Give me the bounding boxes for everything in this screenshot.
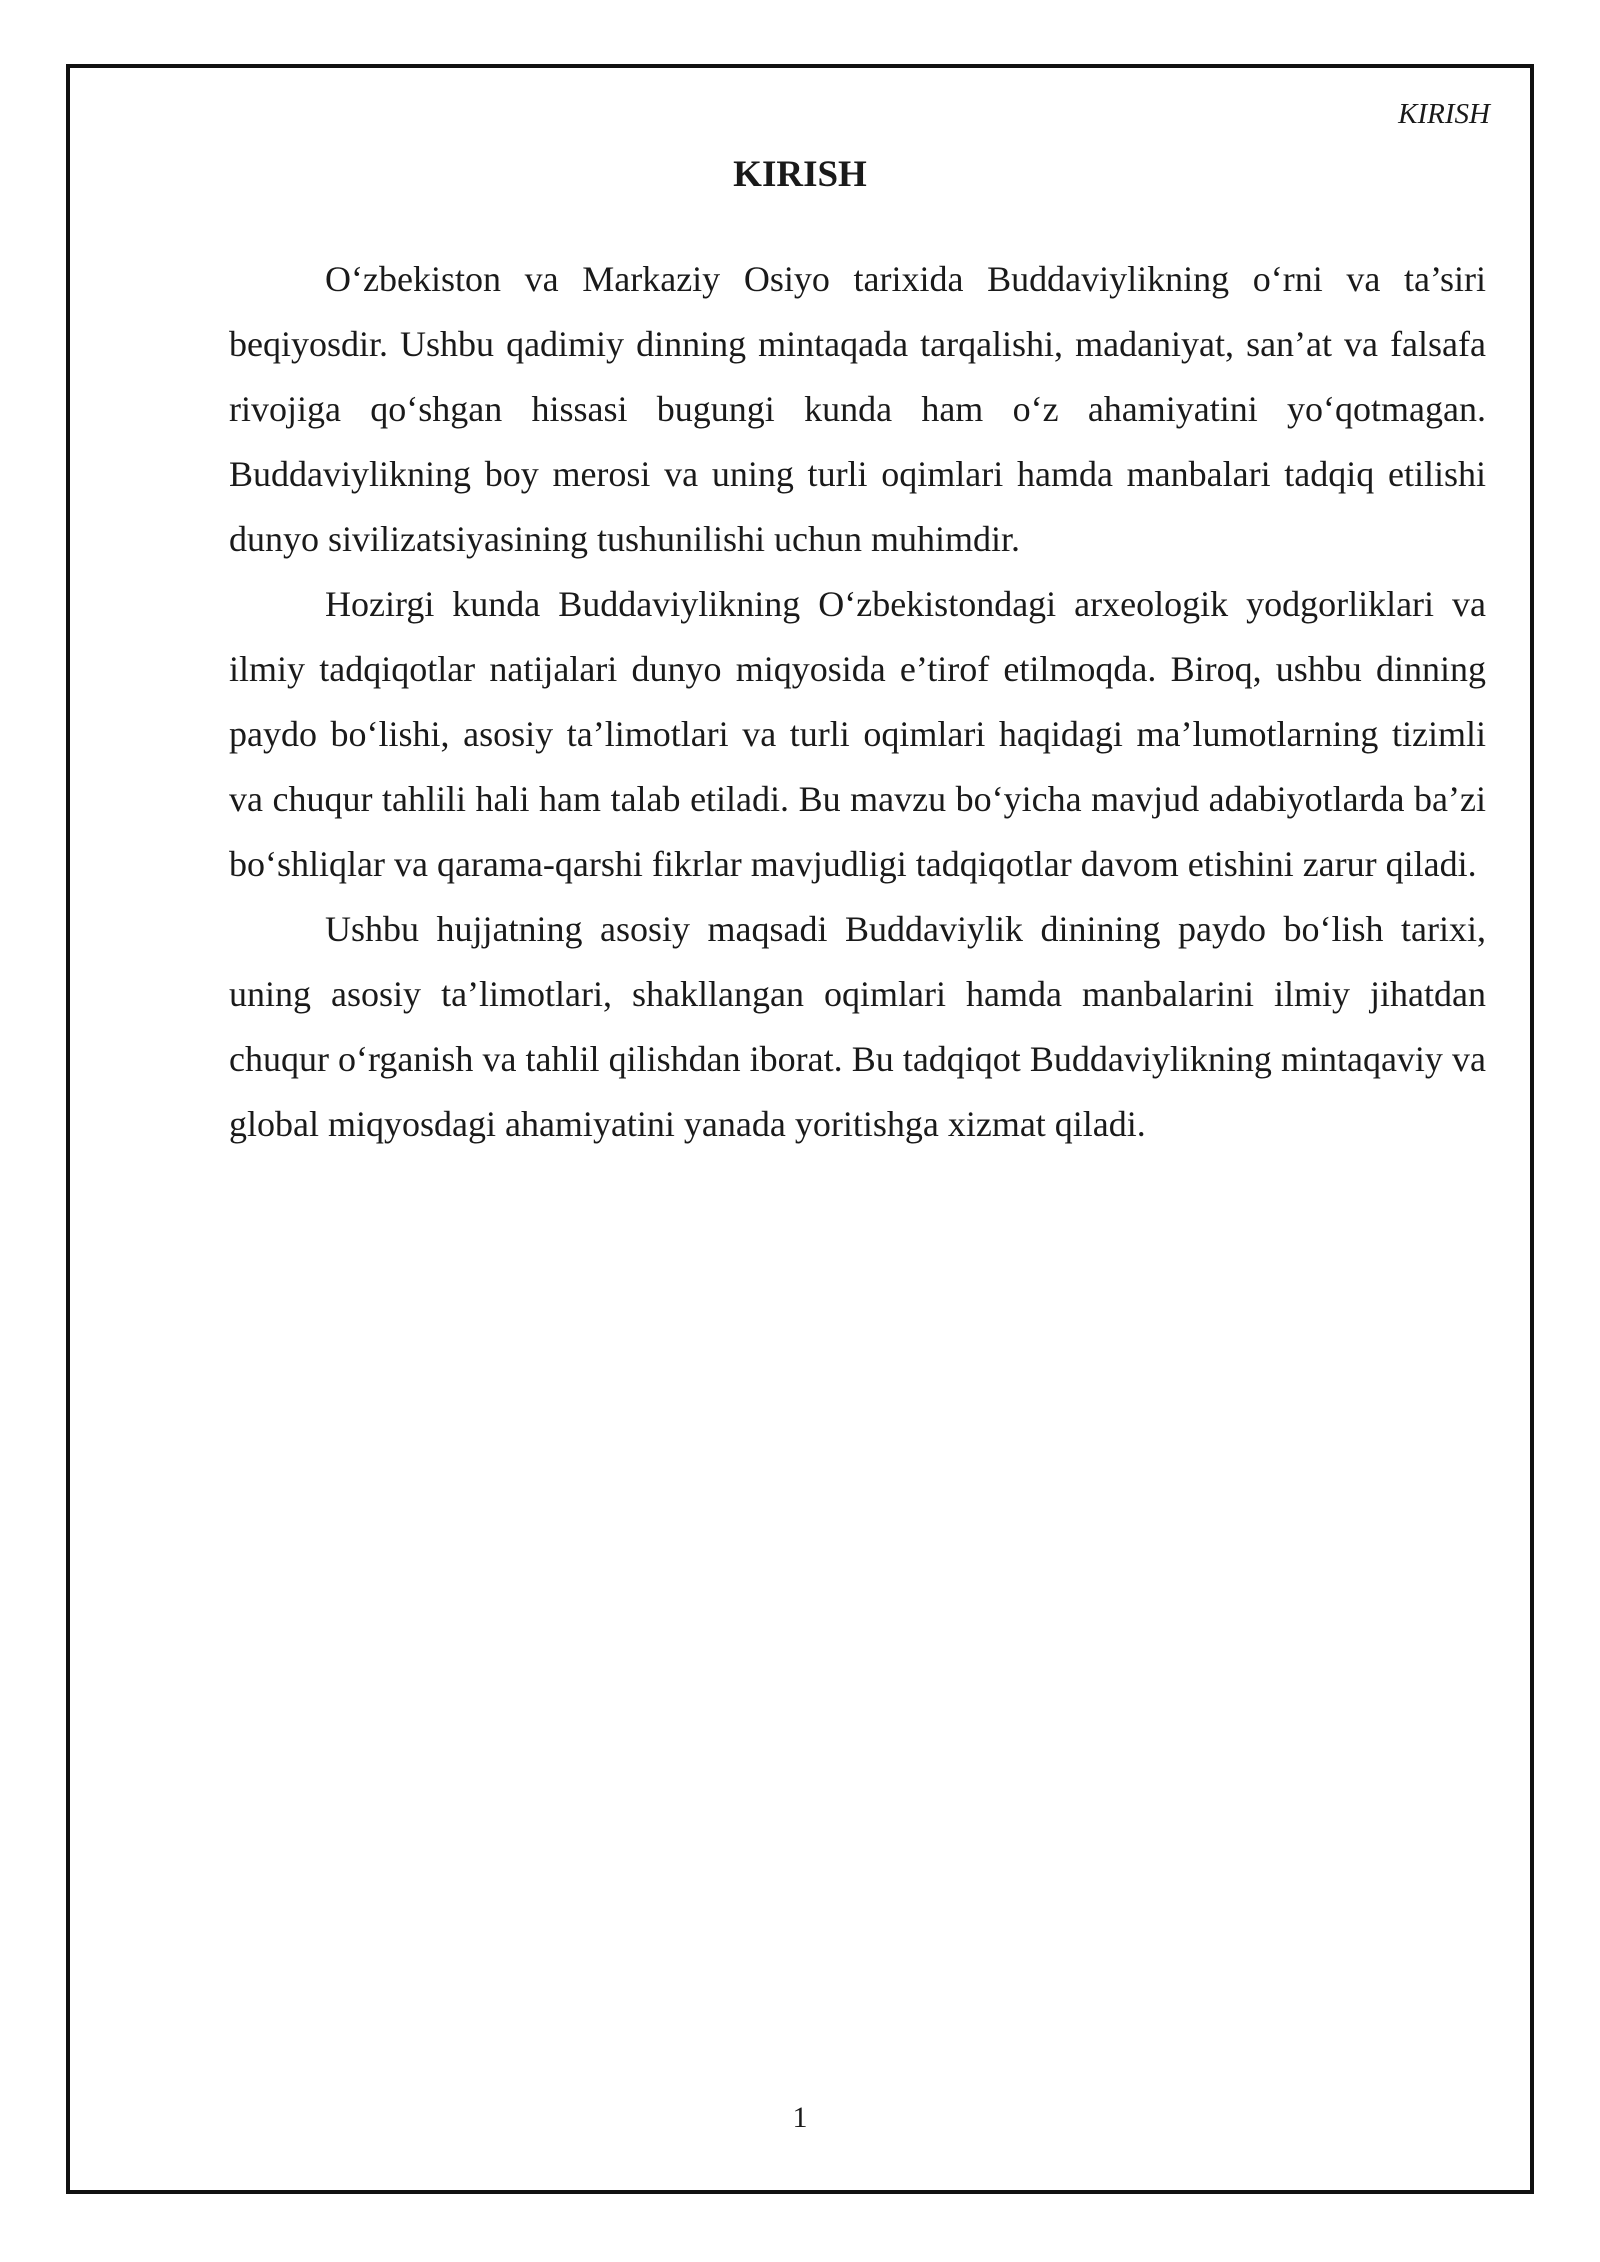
page-title: KIRISH	[733, 154, 867, 195]
body-text	[229, 247, 1486, 1157]
paragraph-1: O‘zbekiston va Markaziy Osiyo tarixida Buddaviylikning o‘rni va ta’siri beqiyosdir. Ushbu qadimiy dinning mintaqada tarqalishi, madaniyat, san’at va falsafa rivojiga qo‘shgan hissasi bugungi kunda ham o‘z ahamiyatini yo‘qotmagan. Buddaviylikning boy merosi va uning turli oqimlari hamda manbalari tadqiq etilishi dunyo sivilizatsiyasining tushunilishi uchun muhimdir.	[229, 259, 1486, 559]
page-number: 1	[792, 2101, 808, 2134]
running-header: KIRISH	[1398, 98, 1490, 130]
paragraph-3: Ushbu hujjatning asosiy maqsadi Buddaviylik dinining paydo bo‘lish tarixi, uning asosiy ta’limotlari, shakllangan oqimlari hamda manbalarini ilmiy jihatdan chuqur o‘rganish va tahlil qilishdan iborat. Bu tadqiqot Buddaviylikning mintaqaviy va global miqyosdagi ahamiyatini yanada yoritishga xizmat qiladi.	[229, 909, 1486, 1144]
paragraph-2: Hozirgi kunda Buddaviylikning O‘zbekistondagi arxeologik yodgorliklari va ilmiy tadqiqotlar natijalari dunyo miqyosida e’tirof etilmoqda. Biroq, ushbu dinning paydo bo‘lishi, asosiy ta’limotlari va turli oqimlari haqidagi ma’lumotlarning tizimli va chuqur tahlili hali ham talab etiladi. Bu mavzu bo‘yicha mavjud adabiyotlarda ba’zi bo‘shliqlar va qarama-qarshi fikrlar mavjudligi tadqiqotlar davom etishini zarur qiladi.	[229, 584, 1486, 884]
